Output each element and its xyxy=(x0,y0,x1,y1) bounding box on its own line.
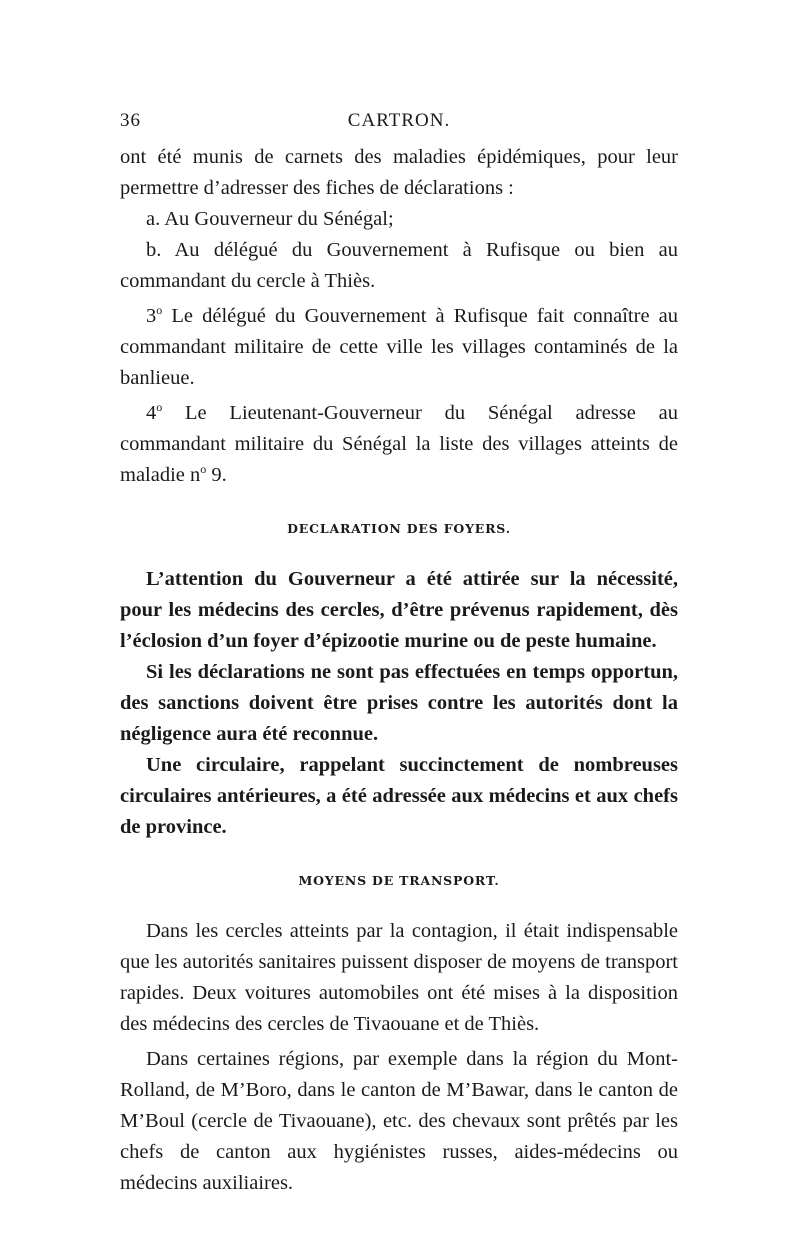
list-item-b: b. Au délégué du Gouvernement à Rufisque ou bien au commandant du cercle à Thiès. xyxy=(120,239,678,292)
section-2-paragraph-2: Dans certaines régions, par exemple dans la région du Mont-Rolland, de M’Boro, dans le canton de M’Bawar, dans le canton de M’Boul (cercle de Tivaouane), etc. des chevaux sont prêtés par les chefs de canton aux hygiénistes russes, aides-médecins ou médecins auxiliaires. xyxy=(120,1048,678,1194)
section-heading-transport: MOYENS DE TRANSPORT. xyxy=(298,873,500,888)
paragraph-3 xyxy=(120,301,678,394)
paragraph-4-number: 4 xyxy=(146,402,157,424)
paragraph-4-text: Le Lieutenant-Gouverneur du Sénégal adresse au commandant militaire du Sénégal la liste des villages atteints de maladie n xyxy=(120,402,678,486)
paragraph-4 xyxy=(120,398,678,491)
section-heading-declaration: DECLARATION DES FOYERS. xyxy=(287,521,511,536)
running-head xyxy=(120,110,678,142)
list-item-a: a. Au Gouverneur du Sénégal; xyxy=(146,208,394,230)
section-2-paragraph-1: Dans les cercles atteints par la contagion, il était indispensable que les autorités sanitaires puissent disposer de moyens de transport rapides. Deux voitures automobiles ont été mises à la disposition des médecins des cercles de Tivaouane et de Thiès. xyxy=(120,920,678,1035)
paragraph-3-number: 3 xyxy=(146,305,157,327)
section-1-paragraph-1: L’attention du Gouverneur a été attirée sur la nécessité, pour les médecins des cercles, d’être prévenus rapidement, dès l’éclosion d’un foyer d’épizootie murine ou de peste humaine. xyxy=(120,568,678,652)
paragraph-4-ordinal: o xyxy=(156,400,163,414)
paragraph-4-end: 9. xyxy=(206,464,227,486)
page xyxy=(120,110,678,1199)
running-title: CARTRON. xyxy=(347,110,451,131)
paragraph-3-ordinal: o xyxy=(156,303,163,317)
section-1-paragraph-2: Si les déclarations ne sont pas effectuées en temps opportun, des sanctions doivent être prises contre les autorités dont la négligence aura été reconnue. xyxy=(120,661,678,745)
paragraph-continuation: ont été munis de carnets des maladies épidémiques, pour leur permettre d’adresser des fiches de déclarations : xyxy=(120,146,678,199)
section-1-paragraph-3: Une circulaire, rappelant succinctement de nombreuses circulaires antérieures, a été adressée aux médecins et aux chefs de province. xyxy=(120,754,678,838)
page-number: 36 xyxy=(120,110,141,131)
paragraph-3-text: Le délégué du Gouvernement à Rufisque fait connaître au commandant militaire de cette ville les villages contaminés de la banlieue. xyxy=(120,305,678,389)
paragraph-4-numero-sign: o xyxy=(200,462,207,476)
